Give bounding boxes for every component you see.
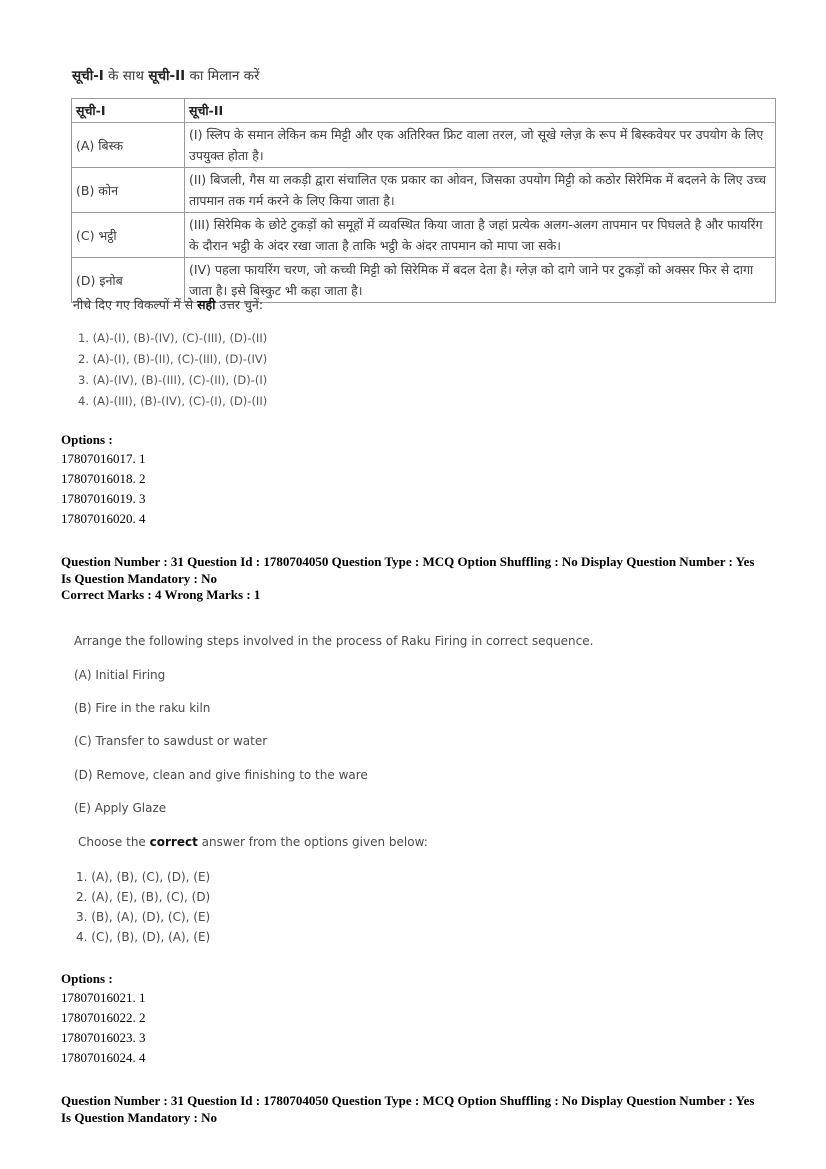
table-row	[72, 168, 776, 213]
table-cell-right: (II) बिजली, गैस या लकड़ी द्वारा संचालित एक प्रकार का ओवन, जिसका उपयोग मिट्टी को कठोर सिरेमिक में बदलने के लिए उच्च तापमान तक गर्म करने के लिए किया जाता है।	[185, 168, 776, 213]
q2-step: (E) Apply Glaze	[74, 801, 167, 815]
q3-meta	[61, 1093, 781, 1126]
q2-options-title: Options :	[61, 971, 113, 986]
q2-meta	[61, 554, 781, 604]
q2-step: (D) Remove, clean and give finishing to the ware	[74, 768, 368, 782]
table-row	[72, 213, 776, 258]
option-id: 17807016023. 3	[61, 1030, 146, 1045]
option-id: 17807016021. 1	[61, 990, 146, 1005]
option-id: 17807016018. 2	[61, 471, 146, 486]
choice-item: 1. (A), (B), (C), (D), (E)	[76, 870, 211, 884]
q2-instruction-text: Choose the	[78, 835, 150, 849]
q2-prompt: Arrange the following steps involved in the process of Raku Firing in correct sequence.	[74, 634, 594, 648]
table-row	[72, 123, 776, 168]
choice-item: 4. (A)-(III), (B)-(IV), (C)-(I), (D)-(II)	[78, 394, 268, 408]
q3-meta-line2: Is Question Mandatory : No	[61, 1109, 218, 1125]
q1-heading-text-end: का मिलान करें	[185, 68, 260, 84]
q2-option-ids	[61, 988, 146, 1068]
q2-meta-line2: Is Question Mandatory : No	[61, 570, 218, 586]
match-table-header	[72, 99, 776, 123]
q3-meta-line1: Question Number : 31 Question Id : 1780704050 Question Type : MCQ Option Shuffling : No Display Question Number : Yes	[61, 1093, 755, 1108]
q1-heading	[72, 66, 260, 84]
q1-instruction-text: नीचे दिए गए विकल्पों में से	[73, 297, 198, 312]
q1-heading-list2: सूची-II	[148, 68, 186, 84]
choice-item: 4. (C), (B), (D), (A), (E)	[76, 930, 211, 944]
option-id: 17807016019. 3	[61, 491, 146, 506]
q1-instruction-text-end: उत्तर चुनें:	[215, 297, 264, 312]
choice-item: 2. (A), (E), (B), (C), (D)	[76, 890, 211, 904]
q1-instruction-emphasis: सही	[197, 297, 216, 312]
q1-choices	[78, 328, 267, 412]
option-id: 17807016024. 4	[61, 1050, 146, 1065]
q2-step: (B) Fire in the raku kiln	[74, 701, 211, 715]
table-cell-left: (B) कोन	[72, 168, 185, 213]
match-table	[71, 98, 776, 303]
option-id: 17807016020. 4	[61, 511, 146, 526]
option-id: 17807016017. 1	[61, 451, 146, 466]
table-cell-right: (IV) पहला फायरिंग चरण, जो कच्ची मिट्टी को सिरेमिक में बदल देता है। ग्लेज़ को दागे जाने पर टुकड़ों को अक्सर फिर से दागा जाता है। इसे बिस्कुट भी कहा जाता है।	[185, 258, 776, 303]
table-cell-left: (D) इनोब	[72, 258, 185, 303]
q1-instruction	[73, 296, 263, 313]
choice-item: 3. (B), (A), (D), (C), (E)	[76, 910, 211, 924]
q2-meta-line1: Question Number : 31 Question Id : 1780704050 Question Type : MCQ Option Shuffling : No Display Question Number : Yes	[61, 554, 755, 569]
option-id: 17807016022. 2	[61, 1010, 146, 1025]
table-cell-right: (I) स्लिप के समान लेकिन कम मिट्टी और एक अतिरिक्त फ्रिट वाला तरल, जो सूखे ग्लेज़ के रूप में बिस्कवेयर पर उपयोग के लिए उपयुक्त होता है।	[185, 123, 776, 168]
table-cell-left: (C) भट्ठी	[72, 213, 185, 258]
q2-step: (C) Transfer to sawdust or water	[74, 734, 268, 748]
q2-instruction-emphasis: correct	[149, 835, 198, 849]
choice-item: 1. (A)-(I), (B)-(IV), (C)-(III), (D)-(II)	[78, 331, 268, 345]
q1-heading-list1: सूची-I	[72, 68, 104, 84]
q2-meta-line3: Correct Marks : 4 Wrong Marks : 1	[61, 587, 261, 602]
choice-item: 3. (A)-(IV), (B)-(III), (C)-(II), (D)-(I)	[78, 373, 268, 387]
q1-heading-text: के साथ	[103, 68, 149, 84]
choice-item: 2. (A)-(I), (B)-(II), (C)-(III), (D)-(IV)	[78, 352, 268, 366]
q1-options-title: Options :	[61, 432, 113, 447]
q2-instruction-text-end: answer from the options given below:	[197, 835, 428, 849]
match-table-header-list2: सूची-II	[185, 99, 776, 123]
q2-instruction	[78, 835, 428, 849]
q2-step: (A) Initial Firing	[74, 668, 166, 682]
table-cell-left: (A) बिस्क	[72, 123, 185, 168]
q1-option-ids	[61, 449, 146, 529]
table-cell-right: (III) सिरेमिक के छोटे टुकड़ों को समूहों में व्यवस्थित किया जाता है जहां प्रत्येक अलग-अलग तापमान पर पिघलते है और फायरिंग के दौरान भट्ठी के अंदर रखा जाता है ताकि भट्ठी के अंदर तापमान को मापा जा सके।	[185, 213, 776, 258]
match-table-header-list1: सूची-I	[72, 99, 185, 123]
